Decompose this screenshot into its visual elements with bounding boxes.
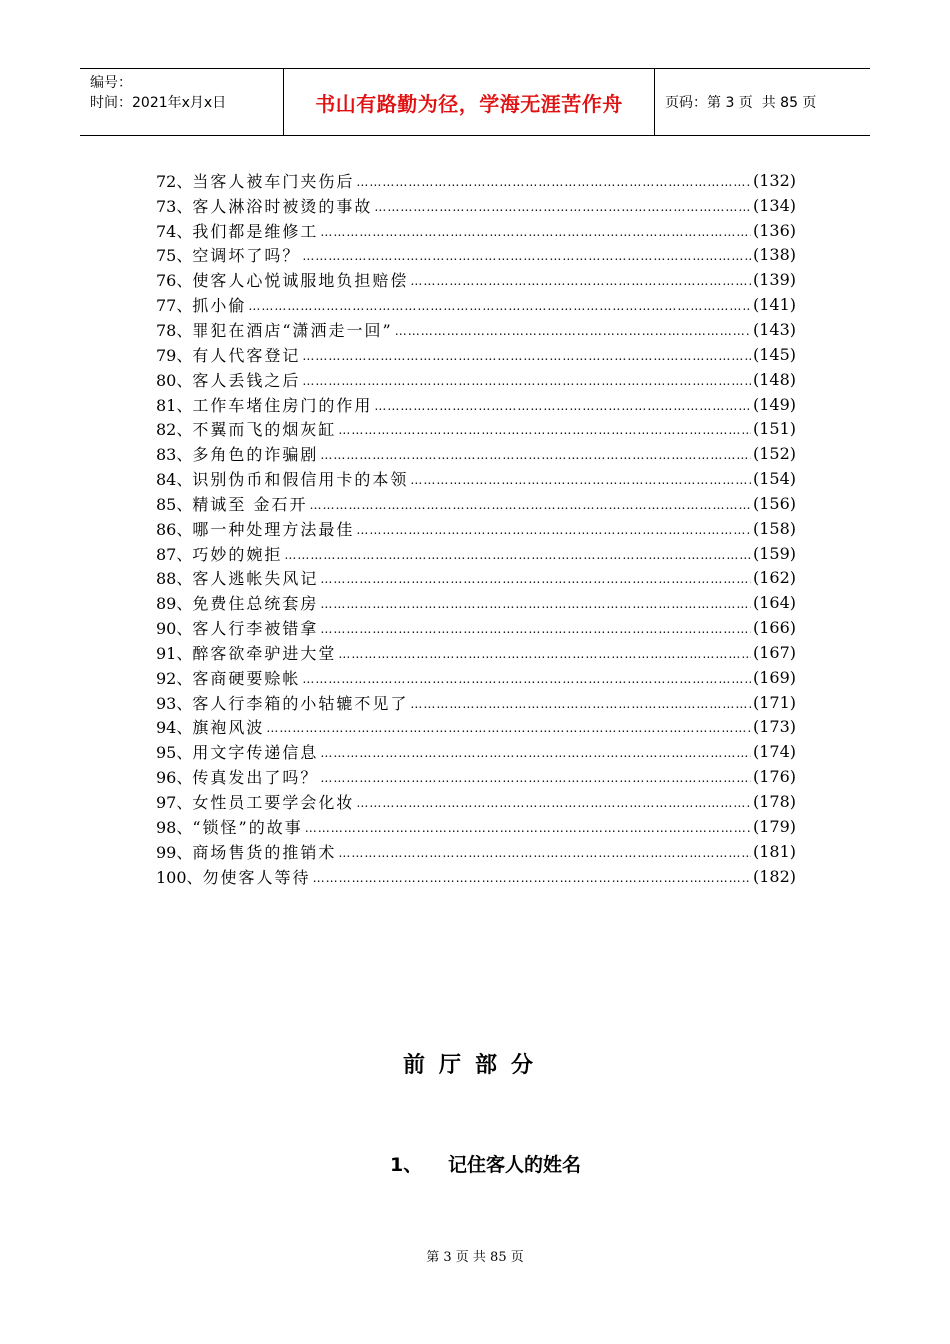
toc-leader-dots [266, 718, 751, 735]
toc-entry-number: 84、 [156, 470, 193, 490]
toc-entry-number: 97、 [156, 793, 193, 813]
toc-entry-number: 98、 [156, 817, 193, 837]
toc-entry-title: 我们都是维修工 [192, 221, 319, 241]
toc-entry-page: (171) [752, 692, 796, 712]
toc-entry-title: 旗袍风波 [192, 718, 265, 738]
toc-leader-dots [284, 545, 751, 562]
toc-leader-dots [410, 470, 751, 487]
toc-entry-page: (149) [752, 394, 796, 414]
toc-leader-dots [410, 694, 751, 711]
toc-entry-number: 83、 [156, 445, 193, 465]
toc-leader-dots [356, 520, 751, 537]
toc-entry[interactable] [156, 292, 796, 317]
toc-entry-page: (166) [752, 618, 796, 638]
toc-leader-dots [374, 197, 751, 214]
page-footer: 第 3 页 共 85 页 [426, 1250, 524, 1265]
toc-leader-dots [302, 346, 751, 363]
toc-entry-page: (138) [752, 245, 796, 265]
toc-entry-number: 77、 [156, 296, 193, 316]
toc-entry-page: (143) [752, 319, 796, 339]
toc-entry-title: 当客人被车门夹伤后 [192, 171, 355, 191]
header-meta [80, 69, 283, 135]
toc-entry-title: 免费住总统套房 [192, 594, 319, 614]
toc-leader-dots [309, 495, 751, 512]
toc-entry[interactable] [156, 516, 796, 541]
toc-entry-number: 90、 [156, 619, 193, 639]
toc-leader-dots [320, 569, 751, 586]
toc-entry-title: 使客人心悦诚服地负担赔偿 [192, 271, 409, 291]
toc-entry-title: 用文字传递信息 [192, 743, 319, 763]
toc-entry-page: (162) [752, 568, 796, 588]
toc-entry-number: 93、 [156, 693, 193, 713]
toc-entry[interactable] [156, 739, 796, 764]
toc-entry[interactable] [156, 218, 796, 243]
toc-leader-dots [356, 793, 751, 810]
toc-entry[interactable] [156, 267, 796, 292]
toc-entry-number: 94、 [156, 718, 193, 738]
toc-entry-number: 80、 [156, 370, 193, 390]
toc-entry-number: 99、 [156, 842, 193, 862]
toc-leader-dots [410, 271, 751, 288]
toc-entry-number: 85、 [156, 494, 193, 514]
toc-entry-page: (136) [752, 220, 796, 240]
toc-entry-number: 86、 [156, 519, 193, 539]
toc-entry[interactable] [156, 764, 796, 789]
toc-entry-page: (159) [752, 543, 796, 563]
toc-entry[interactable] [156, 640, 796, 665]
toc-entry[interactable] [156, 541, 796, 566]
toc-entry-page: (154) [752, 469, 796, 489]
toc-entry-title: 醉客欲牵驴进大堂 [192, 643, 337, 663]
toc-entry-number: 91、 [156, 643, 193, 663]
toc-entry-number: 81、 [156, 395, 193, 415]
toc-leader-dots [374, 396, 751, 413]
toc-entry[interactable] [156, 317, 796, 342]
toc-entry-title: 客人逃帐失风记 [192, 569, 319, 589]
toc-entry-page: (134) [752, 195, 796, 215]
toc-entry-title: 客人行李箱的小轱辘不见了 [192, 693, 409, 713]
toc-entry[interactable] [156, 814, 796, 839]
toc-entry-number: 92、 [156, 668, 193, 688]
toc-leader-dots [356, 172, 751, 189]
toc-entry[interactable] [156, 367, 796, 392]
toc-entry[interactable] [156, 864, 796, 889]
toc-entry-page: (181) [752, 841, 796, 861]
toc-entry-number: 100、 [156, 867, 203, 887]
toc-entry-number: 96、 [156, 768, 193, 788]
toc-entry-page: (178) [752, 792, 796, 812]
toc-entry-page: (132) [752, 170, 796, 190]
toc-entry-page: (151) [752, 419, 796, 439]
toc-entry[interactable] [156, 839, 796, 864]
toc-entry-title: 有人代客登记 [192, 345, 301, 365]
toc-entry-title: 商场售货的推销术 [192, 842, 337, 862]
toc-entry-page: (139) [752, 270, 796, 290]
section-title: 前厅部分 [402, 1053, 547, 1078]
toc-entry-page: (158) [752, 518, 796, 538]
toc-entry-title: “锁怪”的故事 [192, 817, 303, 837]
toc-entry-page: (179) [752, 816, 796, 836]
article-title: 记住客人的姓名 [448, 1154, 582, 1176]
toc-entry-title: 巧妙的婉拒 [192, 544, 283, 564]
toc-entry-number: 79、 [156, 345, 193, 365]
toc-entry-page: (176) [752, 767, 796, 787]
toc-entry-title: 哪一种处理方法最佳 [192, 519, 355, 539]
header-page-info [655, 69, 870, 135]
toc-entry[interactable] [156, 243, 796, 268]
header-motto: 书山有路勤为径，学海无涯苦作舟 [283, 69, 655, 135]
table-of-contents [156, 168, 796, 888]
toc-leader-dots [313, 868, 751, 885]
toc-leader-dots [338, 420, 751, 437]
toc-entry-number: 75、 [156, 246, 193, 266]
toc-entry[interactable] [156, 168, 796, 193]
toc-entry-page: (167) [752, 642, 796, 662]
toc-entry-number: 87、 [156, 544, 193, 564]
toc-entry-title: 工作车堵住房门的作用 [192, 395, 373, 415]
toc-entry-number: 88、 [156, 569, 193, 589]
toc-entry-title: 客商硬要赊帐 [192, 668, 301, 688]
toc-entry-page: (174) [752, 742, 796, 762]
toc-entry-number: 76、 [156, 271, 193, 291]
toc-entry[interactable] [156, 690, 796, 715]
toc-leader-dots [320, 222, 751, 239]
page-header [80, 68, 870, 136]
toc-entry[interactable] [156, 615, 796, 640]
toc-entry-page: (173) [752, 717, 796, 737]
toc-entry-page: (164) [752, 593, 796, 613]
toc-entry-title: 多角色的诈骗剧 [192, 445, 319, 465]
toc-entry-title: 抓小偷 [192, 296, 247, 316]
toc-entry-page: (169) [752, 667, 796, 687]
toc-entry[interactable] [156, 665, 796, 690]
toc-entry-title: 客人丢钱之后 [192, 370, 301, 390]
toc-entry-page: (182) [752, 866, 796, 886]
toc-entry-page: (156) [752, 493, 796, 513]
toc-entry[interactable] [156, 566, 796, 591]
toc-leader-dots [320, 768, 751, 785]
toc-entry-title: 传真发出了吗？ [192, 768, 319, 788]
toc-entry-number: 73、 [156, 196, 193, 216]
toc-entry-title: 空调坏了吗？ [192, 246, 301, 266]
toc-entry-number: 82、 [156, 420, 193, 440]
toc-entry-number: 72、 [156, 171, 193, 191]
toc-entry-title: 勿使客人等待 [202, 867, 311, 887]
toc-entry-number: 74、 [156, 221, 193, 241]
article-number: 1、 [390, 1154, 423, 1176]
toc-entry-page: (145) [752, 344, 796, 364]
toc-entry[interactable] [156, 416, 796, 441]
toc-entry[interactable] [156, 789, 796, 814]
toc-entry-number: 95、 [156, 743, 193, 763]
toc-entry[interactable] [156, 441, 796, 466]
page-info-text: 页码：第 3 页 共 85 页 [665, 95, 817, 111]
toc-entry[interactable] [156, 715, 796, 740]
toc-leader-dots [338, 644, 751, 661]
toc-entry-title: 识别伪币和假信用卡的本领 [192, 470, 409, 490]
toc-entry-title: 女性员工要学会化妆 [192, 793, 355, 813]
toc-entry[interactable] [156, 466, 796, 491]
toc-leader-dots [320, 594, 751, 611]
toc-leader-dots [302, 246, 751, 263]
code-label: 编号： [90, 75, 132, 91]
toc-entry-number: 78、 [156, 320, 193, 340]
toc-leader-dots [302, 371, 751, 388]
toc-entry-title: 罪犯在酒店“潇洒走一回” [192, 320, 393, 340]
toc-entry[interactable] [156, 342, 796, 367]
toc-leader-dots [302, 669, 751, 686]
toc-entry-title: 客人行李被错拿 [192, 619, 319, 639]
article-heading [390, 1150, 581, 1177]
toc-entry[interactable] [156, 193, 796, 218]
toc-entry-title: 精诚至 金石开 [192, 494, 308, 514]
toc-leader-dots [305, 818, 751, 835]
toc-entry-page: (141) [752, 295, 796, 315]
toc-leader-dots [248, 296, 751, 313]
toc-entry[interactable] [156, 392, 796, 417]
toc-entry-page: (152) [752, 444, 796, 464]
toc-entry[interactable] [156, 590, 796, 615]
toc-leader-dots [320, 619, 751, 636]
toc-entry[interactable] [156, 491, 796, 516]
toc-entry-title: 客人淋浴时被烫的事故 [192, 196, 373, 216]
toc-leader-dots [338, 843, 751, 860]
toc-entry-number: 89、 [156, 594, 193, 614]
toc-leader-dots [320, 445, 751, 462]
date-label: 时间：2021年x月x日 [90, 95, 227, 111]
toc-leader-dots [320, 743, 751, 760]
toc-leader-dots [395, 321, 751, 338]
toc-entry-title: 不翼而飞的烟灰缸 [192, 420, 337, 440]
toc-entry-page: (148) [752, 369, 796, 389]
